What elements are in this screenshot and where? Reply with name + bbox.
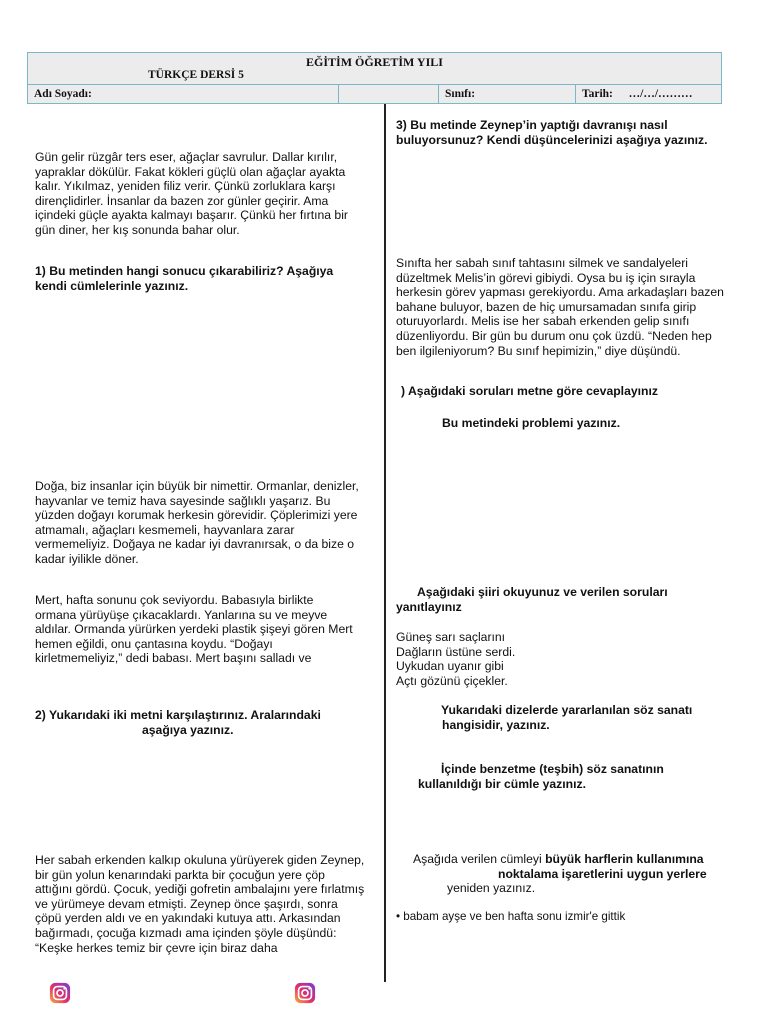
- date-label: Tarih:: [582, 88, 613, 100]
- reading-text-3: Mert, hafta sonunu çok seviyordu. Babasıyla birlikte ormana yürüyüşe çıkacaklardı. Yanlarına su ve meyve aldılar. Ormanda yürürken yerdeki plastik şişeyi gören Mert hemen eğildi, onu çantasına koydu. “Doğayı kirletmemeliyiz,” dedi babası. Mert başını salladı ve: [35, 593, 353, 666]
- question-5a-line-1: Yukarıdaki dizelerde yararlanılan söz sanatı: [441, 703, 693, 717]
- question-2-line-1: 2) Yukarıdaki iki metni karşılaştırınız. Aralarındaki: [35, 708, 321, 722]
- question-6-text: Aşağıda verilen cümleyi: [413, 852, 546, 866]
- question-5-line-2: yanıtlayınız: [396, 599, 462, 614]
- question-5b: [418, 762, 738, 791]
- question-5a: [441, 703, 741, 732]
- poem-line: Güneş sarı saçlarını: [396, 630, 506, 644]
- poem-line: Dağların üstüne serdi.: [396, 644, 516, 659]
- class-label: Sınıfı:: [439, 84, 576, 104]
- question-6-emphasis: büyük harflerin kullanımına: [545, 852, 704, 866]
- question-6: [413, 852, 758, 896]
- question-4: ) Aşağıdaki soruları metne göre cevaplayınız: [401, 384, 658, 398]
- question-6-line-1: [413, 852, 758, 867]
- question-5-line-1: Aşağıdaki şiiri okuyunuz ve verilen soruları: [417, 585, 668, 599]
- question-2: [35, 708, 365, 737]
- instagram-icon[interactable]: [49, 982, 71, 1004]
- instagram-icon[interactable]: [294, 982, 316, 1004]
- reading-text-4: Her sabah erkenden kalkıp okuluna yürüyerek giden Zeynep, bir gün yolun kenarındaki parkta bir çocuğun yere çöp attığını gördü. Çocuk, yediği gofretin ambalajını yere fırlatmış ve yürümeye devam etmişti. Zeynep önce şaşırdı, sonra çöpü yerden aldı ve en yakındaki kutuya attı. Arkasından bağırmadı, çocuğa kızmadı ama içinden şöyle düşündü: “Keşke herkes temiz bir çevre için biraz daha: [35, 853, 365, 955]
- column-divider: [384, 104, 386, 982]
- date-value: …/…/………: [628, 88, 693, 100]
- poem-line: Uykudan uyanır gibi: [396, 659, 504, 674]
- sentence-to-rewrite: • babam ayşe ve ben hafta sonu izmir'e gittik: [396, 910, 626, 923]
- reading-text-1: Gün gelir rüzgâr ters eser, ağaçlar savrulur. Dallar kırılır, yapraklar dökülür. Fakat kökleri güçlü olan ağaçlar ayakta kalır. Yıkılmaz, yeniden filiz verir. Çünkü zorluklara karşı dirençlidirler. İnsanlar da bazen zor günler geçirir. Ama içindeki güçle ayakta kalmayı başarır. Çünkü her fırtına bir gün diner, her kış sonunda bahar olur.: [35, 150, 348, 237]
- question-4a: Bu metindeki problemi yazınız.: [442, 416, 621, 430]
- question-6-line-3: yeniden yazınız.: [447, 881, 536, 896]
- header-title-row: [28, 53, 721, 85]
- header-subtitle: TÜRKÇE DERSİ 5: [148, 69, 244, 81]
- question-1: 1) Bu metinden hangi sonucu çıkarabiliriz? Aşağıya kendi cümlelerinle yazınız.: [35, 264, 334, 293]
- reading-text-5: Sınıfta her sabah sınıf tahtasını silmek ve sandalyeleri düzeltmek Melis’in görevi gibiydi. Oysa bu iş için sırayla herkesin görev yapması gerekiyordu. Ama arkadaşları bazen bahane buluyor, bazen de hiç umursamadan sınıfa girip oturuyorlardı. Melis ise her sabah erkenden gelip sınıfı düzenliyordu. Bir gün bu durum onu çok üzdü. “Neden hep ben ilgileniyorum? Bu sınıf hepimizin,” diye düşündü.: [396, 256, 724, 358]
- question-5: [396, 585, 736, 614]
- question-3: 3) Bu metinde Zeynep’in yaptığı davranışı nasıl buluyorsunuz? Kendi düşüncelerinizi aşağıya yazınız.: [396, 118, 708, 147]
- poem-line: Açtı gözünü çiçekler.: [396, 673, 508, 688]
- name-field: [339, 84, 439, 104]
- header-title: EĞİTİM ÖĞRETİM YILI: [306, 55, 443, 69]
- reading-text-2: Doğa, biz insanlar için büyük bir nimettir. Ormanlar, denizler, hayvanlar ve temiz hava sayesinde sağlıklı yaşarız. Bu yüzden doğayı korumak herkesin görevidir. Çöplerimizi yere atmamalı, ağaçları kesmemeli, hayvanlara zarar vermemeliyiz. Doğaya ne kadar iyi davranırsak, o da bize o kadar iyilikle döner.: [35, 479, 359, 566]
- question-5a-line-2: hangisidir, yazınız.: [442, 717, 550, 732]
- question-5b-line-1: İçinde benzetme (teşbih) söz sanatının: [441, 762, 664, 776]
- name-label: Adı Soyadı:: [28, 84, 339, 104]
- date-cell: [576, 84, 721, 104]
- header-table: [27, 52, 722, 104]
- question-6-line-2: noktalama işaretlerini uygun yerlere: [498, 866, 707, 881]
- poem: [396, 630, 696, 688]
- question-5b-line-2: kullanıldığı bir cümle yazınız.: [418, 776, 586, 791]
- question-2-line-2: aşağıya yazınız.: [142, 722, 234, 737]
